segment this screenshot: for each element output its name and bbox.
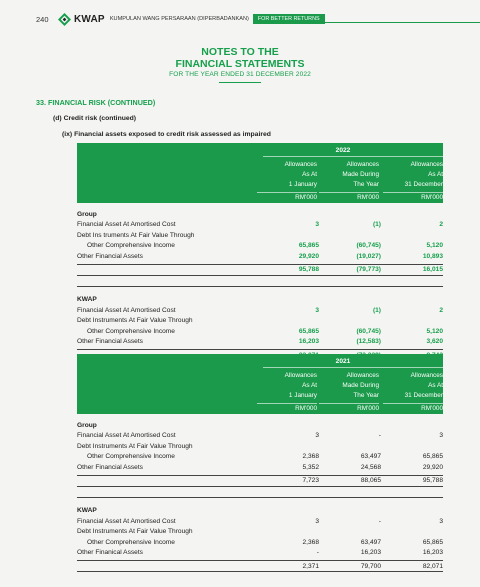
group-block [77,497,443,573]
cell-value: - [378,432,381,440]
column-header-line: RM'000 [257,403,317,414]
year-rule [263,367,443,368]
column-header [319,371,379,414]
table-row [77,462,443,473]
cell-value: 63,497 [360,538,381,546]
column-header-line: The Year [353,392,379,400]
row-label: Debt Instruments At Fair Value Through [77,528,193,536]
total-value: 79,700 [360,562,381,570]
total-value: (79,773) [356,266,381,273]
cell-value: 24,568 [360,463,381,471]
section-heading-ix: (ix) Financial assets exposed to credit risk assessed as impaired [62,131,271,138]
impairment-table-2021 [77,354,443,572]
cell-value: - [378,517,381,525]
column-header-line: Allowances [284,161,317,168]
cell-value: 65,865 [422,453,443,461]
cell-value: 2,368 [302,453,319,461]
row-label: Financial Asset At Amortised Cost [77,432,176,440]
table-row [77,548,443,559]
section-heading-d: (d) Credit risk (continued) [53,115,137,122]
cell-value: 3 [315,221,319,229]
row-label: Other Comprehensive Income [87,538,175,546]
cell-value: 5,120 [426,242,443,250]
cell-value: (1) [372,306,381,314]
column-header-line: As At [302,382,317,390]
cell-value: (19,027) [356,252,381,260]
group-block [77,286,443,362]
table-row [77,337,443,348]
column-header-line: Allowances [410,372,443,379]
column-header-line: 31 December [404,181,443,189]
cell-value: (1) [372,221,381,229]
column-header-line: As At [428,382,443,390]
title-line-2: FINANCIAL STATEMENTS [175,58,305,70]
group-name: KWAP [77,507,97,515]
table-row [77,326,443,337]
table-row [77,316,443,327]
row-label: Financial Asset At Amortised Cost [77,306,176,314]
cell-value: 3 [315,306,319,314]
row-label: Other Financial Assets [77,463,143,471]
total-row [77,560,443,572]
title-line-1: NOTES TO THE [201,46,279,58]
column-header [257,160,317,203]
cell-value: 2,368 [302,538,319,546]
row-label: Debt Ins truments At Fair Value Through [77,231,195,239]
row-label: Other Comprehensive Income [87,242,175,250]
cell-value: - [316,549,319,557]
logo-text: KWAP [74,13,105,25]
column-header-line: As At [302,171,317,179]
column-header-line: As At [428,171,443,179]
row-label: Other Comprehensive Income [87,327,175,335]
total-value: 95,788 [298,266,319,273]
column-header [383,160,443,203]
cell-value: 29,920 [422,463,443,471]
column-header-line: Allowances [410,161,443,168]
column-header [257,371,317,414]
cell-value: 16,203 [298,338,319,346]
year-label: 2022 [335,147,351,154]
column-header-line: Made During [342,171,379,179]
cell-value: 3 [439,432,443,440]
row-label: Other Finanical Assets [77,549,143,557]
year-rule [263,156,443,157]
cell-value: 65,865 [422,538,443,546]
row-label: Debt Instruments At Fair Value Through [77,317,193,325]
page-header [36,12,480,26]
table-header [77,354,443,414]
column-header-line: The Year [353,181,379,189]
kwap-logo [58,13,105,26]
group-block [77,420,443,487]
page-title [0,46,480,70]
total-row [77,264,443,276]
cell-value: 5,120 [426,327,443,335]
year-label-row [77,147,443,154]
group-name-row [77,209,443,220]
total-value: 95,788 [422,477,443,484]
tagline-badge: FOR BETTER RETURNS [253,14,325,24]
impairment-table-2022 [77,143,443,361]
row-label: Financial Asset At Amortised Cost [77,517,176,525]
table-header [77,143,443,203]
year-label: 2021 [335,358,351,365]
column-header-line: 31 December [404,392,443,400]
column-header-line: Allowances [346,161,379,168]
section-heading-33: 33. FINANCIAL RISK (CONTINUED) [36,98,156,107]
table-row [77,537,443,548]
cell-value: 10,893 [422,252,443,260]
table-row [77,305,443,316]
column-header-line: RM'000 [319,192,379,203]
cell-value: 16,203 [422,549,443,557]
table-row [77,220,443,231]
cell-value: (60,745) [356,242,381,250]
group-name-row [77,506,443,517]
cell-value: 65,865 [298,242,319,250]
cell-value: 3 [315,432,319,440]
group-name-row [77,295,443,306]
cell-value: (60,745) [356,327,381,335]
page-number: 240 [36,14,49,24]
year-label-row [77,358,443,365]
table-row [77,251,443,262]
column-header-line: 1 January [288,181,317,189]
row-label: Other Financial Assets [77,252,143,260]
row-label: Financial Asset At Amortised Cost [77,221,176,229]
cell-value: 3 [439,517,443,525]
column-header-line: Made During [342,382,379,390]
table-row [77,441,443,452]
column-header-line: RM'000 [383,403,443,414]
group-name-row [77,420,443,431]
group-name: Group [77,210,97,218]
row-label: Debt Instruments At Fair Value Through [77,442,193,450]
table-row [77,516,443,527]
organization-name: KUMPULAN WANG PERSARAAN (DIPERBADANKAN) [109,16,249,22]
column-header-line: RM'000 [257,192,317,203]
group-block [77,209,443,276]
row-label: Other Comprehensive Income [87,453,175,461]
total-value: 82,071 [422,562,443,570]
row-label: Other Financial Assets [77,338,143,346]
column-header-line: RM'000 [383,192,443,203]
total-value: 16,015 [422,266,443,273]
table-row [77,241,443,252]
table-row [77,431,443,442]
cell-value: 16,203 [360,549,381,557]
cell-value: 5,352 [302,463,319,471]
total-value: 7,723 [302,477,319,484]
total-row [77,475,443,487]
column-header-line: 1 January [288,392,317,400]
cell-value: 65,865 [298,327,319,335]
table-row [77,452,443,463]
cell-value: 3 [315,517,319,525]
cell-value: 3,620 [426,338,443,346]
column-header-line: Allowances [284,372,317,379]
column-header [383,371,443,414]
kwap-logo-icon [58,13,71,26]
cell-value: (12,583) [356,338,381,346]
table-row [77,230,443,241]
total-value: 2,371 [302,562,319,570]
column-header-line: RM'000 [319,403,379,414]
page-subtitle: FOR THE YEAR ENDED 31 DECEMBER 2022 [169,71,311,78]
column-header-line: Allowances [346,372,379,379]
group-name: Group [77,421,97,429]
group-name: KWAP [77,296,97,304]
cell-value: 29,920 [298,252,319,260]
cell-value: 2 [439,221,443,229]
table-row [77,527,443,538]
header-rule [325,22,480,23]
cell-value: 63,497 [360,453,381,461]
cell-value: 2 [439,306,443,314]
title-divider [219,82,261,83]
total-value: 88,065 [360,477,381,484]
column-header [319,160,379,203]
